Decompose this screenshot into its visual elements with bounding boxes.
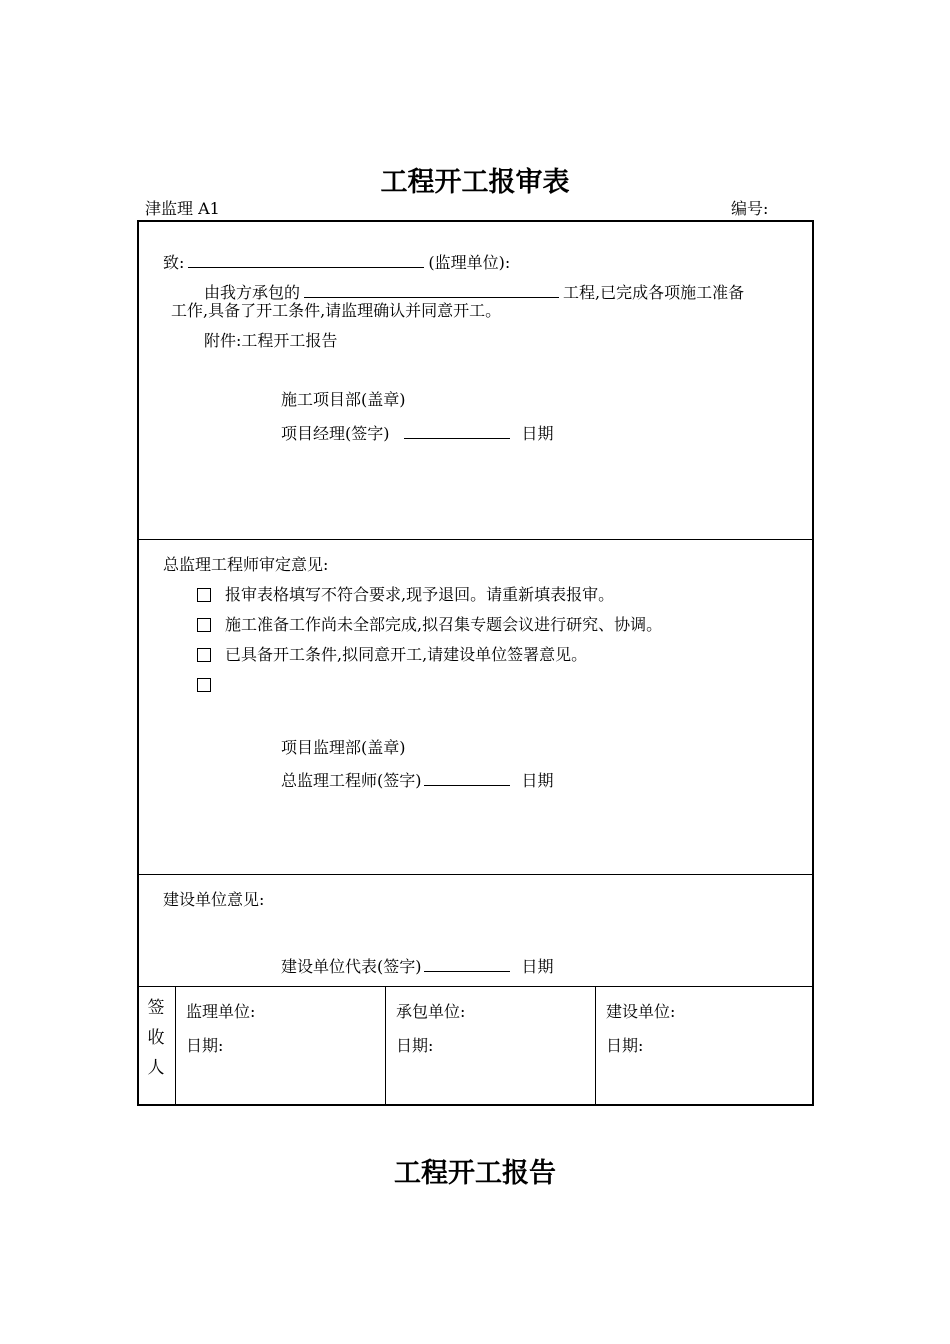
- checkbox[interactable]: [197, 678, 211, 692]
- divider: [175, 986, 176, 1104]
- receipt-owner-date: 日期:: [606, 1036, 644, 1055]
- body-line-2: 工作,具备了开工条件,请监理确认并同意开工。: [171, 301, 502, 320]
- manager-signature-field[interactable]: [404, 421, 510, 439]
- chief-sign-label: 总监理工程师(签字): [281, 771, 422, 790]
- addressee-row: [163, 250, 510, 273]
- manager-sign-label: 项目经理(签字): [281, 424, 390, 443]
- chief-sign-row: [281, 768, 554, 791]
- attachment-note: 附件:工程开工报告: [204, 331, 338, 350]
- date-label: 日期: [521, 424, 554, 443]
- divider: [595, 986, 596, 1104]
- chief-signature-field[interactable]: [424, 768, 510, 786]
- receipt-char: 人: [147, 1058, 165, 1078]
- manager-sign-row: [281, 421, 554, 444]
- option-row: [197, 615, 662, 635]
- form-title: 工程开工报审表: [380, 167, 570, 198]
- receipt-supervisor-unit: 监理单位:: [186, 1002, 256, 1021]
- owner-rep-label: 建设单位代表(签字): [281, 957, 422, 976]
- date-label: 日期: [521, 771, 554, 790]
- checkbox[interactable]: [197, 648, 211, 662]
- option-label: 施工准备工作尚未全部完成,拟召集专题会议进行研究、协调。: [225, 615, 663, 634]
- supervision-dept-seal: 项目监理部(盖章): [281, 738, 406, 757]
- body-line-1: [204, 280, 744, 303]
- divider: [138, 986, 813, 987]
- owner-sign-row: [281, 954, 554, 977]
- option-label: 已具备开工条件,拟同意开工,请建设单位签署意见。: [225, 645, 588, 664]
- option-row: [197, 645, 587, 665]
- option-row: [197, 585, 614, 605]
- receipt-owner-unit: 建设单位:: [606, 1002, 676, 1021]
- project-name-field[interactable]: [304, 280, 559, 298]
- checkbox[interactable]: [197, 588, 211, 602]
- body-prefix: 由我方承包的: [204, 283, 301, 302]
- to-suffix: (监理单位):: [428, 253, 511, 272]
- option-label: 报审表格填写不符合要求,现予退回。请重新填表报审。: [225, 585, 615, 604]
- receipt-supervisor-date: 日期:: [186, 1036, 224, 1055]
- next-form-title: 工程开工报告: [394, 1158, 556, 1189]
- body-suffix: 工程,已完成各项施工准备: [563, 283, 745, 302]
- option-row: [197, 675, 225, 695]
- receipt-contractor-unit: 承包单位:: [396, 1002, 466, 1021]
- divider: [138, 874, 813, 875]
- supervisor-unit-field[interactable]: [188, 250, 424, 268]
- receipt-label: [141, 993, 171, 1083]
- divider: [138, 539, 813, 540]
- serial-number-label: 编号:: [731, 199, 769, 218]
- receipt-char: 签: [147, 998, 165, 1018]
- owner-opinion-heading: 建设单位意见:: [163, 890, 265, 909]
- to-label: 致:: [163, 253, 185, 272]
- receipt-contractor-date: 日期:: [396, 1036, 434, 1055]
- form-code: 津监理 A1: [145, 199, 220, 218]
- receipt-char: 收: [147, 1028, 165, 1048]
- divider: [385, 986, 386, 1104]
- chief-opinion-heading: 总监理工程师审定意见:: [163, 555, 329, 574]
- owner-signature-field[interactable]: [424, 954, 510, 972]
- construction-dept-seal: 施工项目部(盖章): [281, 390, 406, 409]
- checkbox[interactable]: [197, 618, 211, 632]
- date-label: 日期: [521, 957, 554, 976]
